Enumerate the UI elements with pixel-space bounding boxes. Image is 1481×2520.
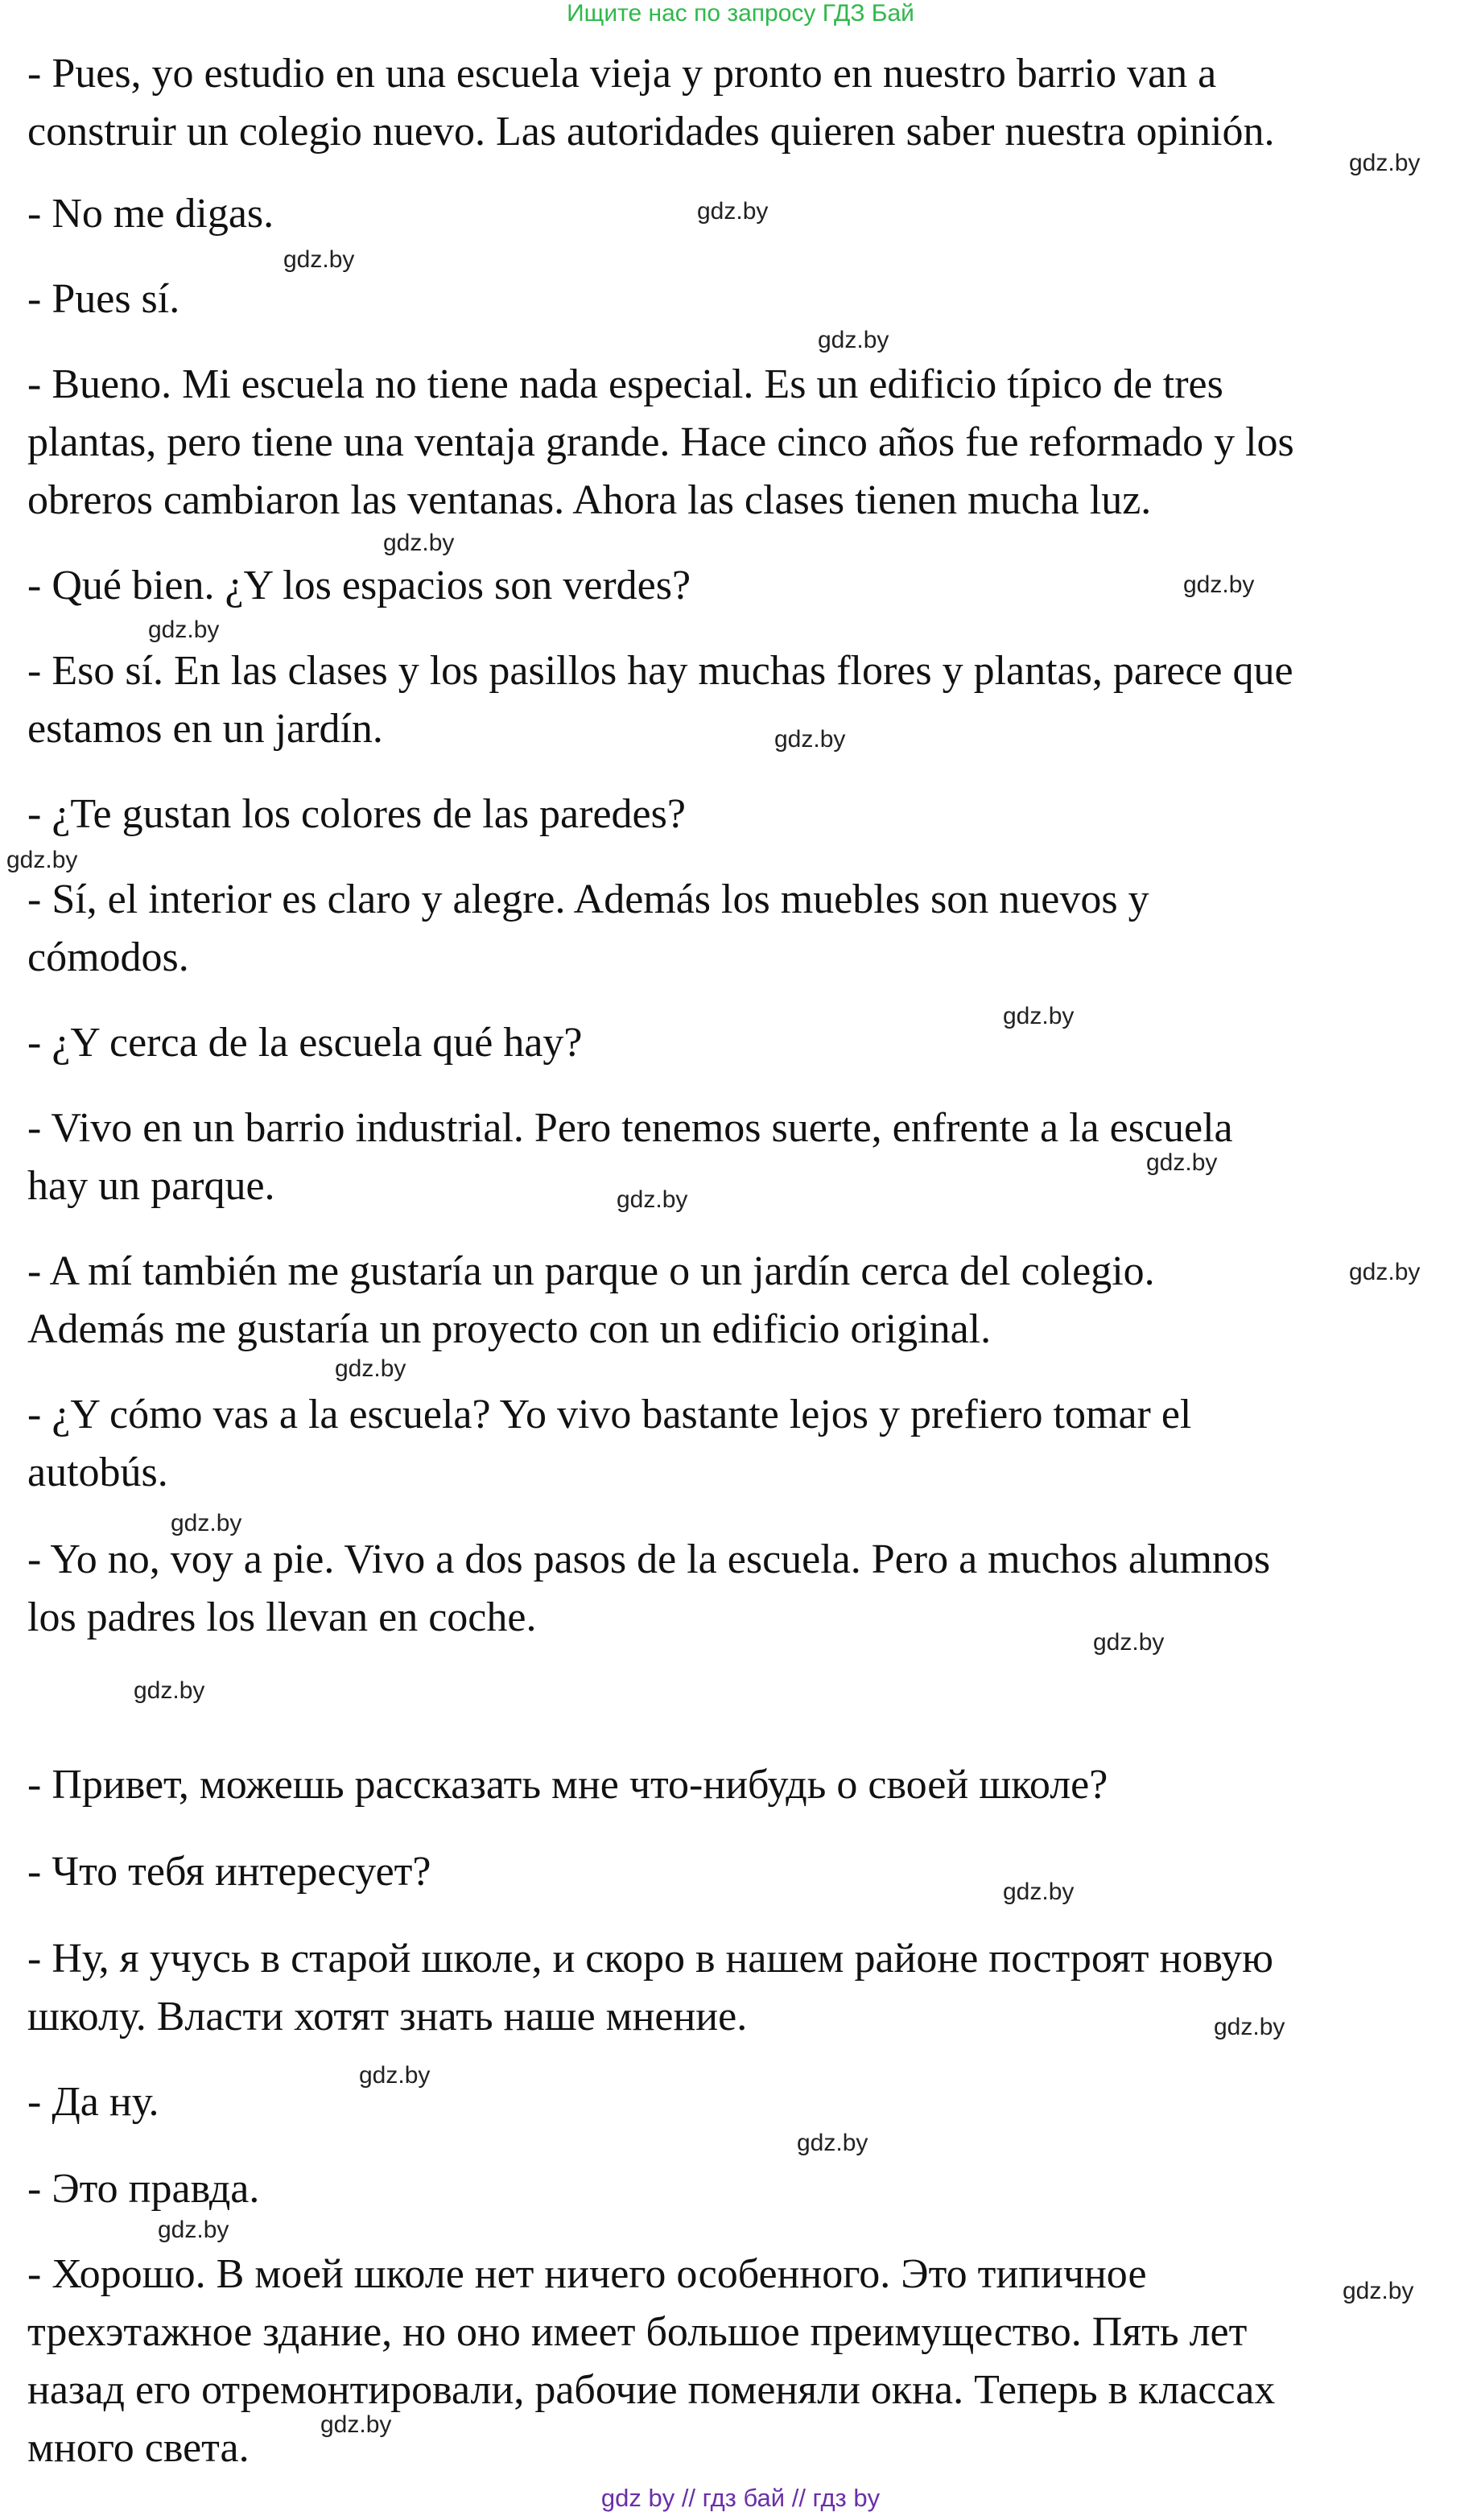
text-line: Además me gustaría un proyecto con un edificio original. (27, 1306, 992, 1352)
text-line: - Что тебя интересует? (27, 1849, 431, 1895)
text-line: obreros cambiaron las ventanas. Ahora las clases tienen mucha luz. (27, 477, 1152, 523)
text-line: назад его отремонтировали, рабочие поменяли окна. Теперь в классах (27, 2367, 1276, 2413)
text-line: трехэтажное здание, но оно имеет большое преимущество. Пять лет (27, 2309, 1248, 2355)
watermark-label: gdz.by (148, 617, 220, 643)
watermark-label: gdz.by (1343, 2278, 1414, 2304)
watermark-label: gdz.by (1214, 2014, 1285, 2040)
watermark-label: gdz.by (1349, 1259, 1421, 1285)
watermark-label: gdz.by (134, 1677, 205, 1704)
text-line: - Это правда. (27, 2166, 260, 2212)
watermark-label: gdz.by (697, 198, 769, 225)
watermark-label: gdz.by (1093, 1629, 1165, 1656)
watermark-label: gdz.by (283, 246, 355, 273)
text-line: autobús. (27, 1450, 168, 1495)
watermark-label: gdz.by (335, 1355, 406, 1382)
text-line: - No me digas. (27, 191, 274, 237)
text-line: - ¿Y cerca de la escuela qué hay? (27, 1020, 583, 1066)
footer-banner: gdz by // гдз бай // гдз by (600, 2484, 881, 2512)
watermark-label: gdz.by (320, 2411, 392, 2438)
text-line: - Привет, можешь рассказать мне что-нибудь о своей школе? (27, 1762, 1108, 1808)
watermark-label: gdz.by (6, 847, 78, 873)
header-banner: Ищите нас по запросу ГДЗ Бай (567, 0, 914, 27)
text-line: много света. (27, 2425, 250, 2471)
text-line: - Ну, я учусь в старой школе, и скоро в нашем районе построят новую (27, 1936, 1273, 1982)
watermark-label: gdz.by (818, 327, 889, 353)
text-line: construir un colegio nuevo. Las autoridades quieren saber nuestra opinión. (27, 109, 1275, 155)
text-line: - ¿Te gustan los colores de las paredes? (27, 791, 686, 837)
watermark-label: gdz.by (1146, 1149, 1218, 1176)
text-line: - ¿Y cómo vas a la escuela? Yo vivo bastante lejos y prefiero tomar el (27, 1392, 1192, 1437)
watermark-label: gdz.by (617, 1186, 688, 1213)
text-line: - Pues sí. (27, 276, 180, 322)
watermark-label: gdz.by (1183, 571, 1255, 598)
text-line: - Bueno. Mi escuela no tiene nada especial. Es un edificio típico de tres (27, 361, 1223, 407)
watermark-label: gdz.by (171, 1510, 242, 1536)
text-line: cómodos. (27, 934, 189, 980)
watermark-label: gdz.by (774, 726, 846, 753)
text-line: - Да ну. (27, 2079, 159, 2125)
watermark-label: gdz.by (1003, 1879, 1075, 1905)
text-line: - A mí también me gustaría un parque o un jardín cerca del colegio. (27, 1248, 1155, 1294)
watermark-label: gdz.by (1003, 1003, 1075, 1029)
text-line: los padres los llevan en coche. (27, 1594, 537, 1640)
text-line: hay un parque. (27, 1163, 275, 1209)
text-line: - Хорошо. В моей школе нет ничего особенного. Это типичное (27, 2251, 1147, 2297)
watermark-label: gdz.by (359, 2062, 431, 2089)
watermark-label: gdz.by (383, 530, 455, 556)
text-line: plantas, pero tiene una ventaja grande. Hace cinco años fue reformado y los (27, 419, 1294, 465)
text-line: - Eso sí. En las clases y los pasillos hay muchas flores y plantas, parece que (27, 648, 1293, 694)
text-line: - Sí, el interior es claro y alegre. Además los muebles son nuevos y (27, 876, 1149, 922)
text-line: школу. Власти хотят знать наше мнение. (27, 1994, 748, 2040)
watermark-label: gdz.by (158, 2217, 229, 2243)
text-line: - Pues, yo estudio en una escuela vieja y pronto en nuestro barrio van a (27, 51, 1217, 97)
watermark-label: gdz.by (797, 2130, 868, 2156)
text-line: - Qué bien. ¿Y los espacios son verdes? (27, 563, 691, 608)
text-line: - Vivo en un barrio industrial. Pero tenemos suerte, enfrente a la escuela (27, 1105, 1233, 1151)
text-line: estamos en un jardín. (27, 706, 383, 752)
text-line: - Yo no, voy a pie. Vivo a dos pasos de la escuela. Pero a muchos alumnos (27, 1536, 1271, 1582)
watermark-label: gdz.by (1349, 150, 1421, 176)
